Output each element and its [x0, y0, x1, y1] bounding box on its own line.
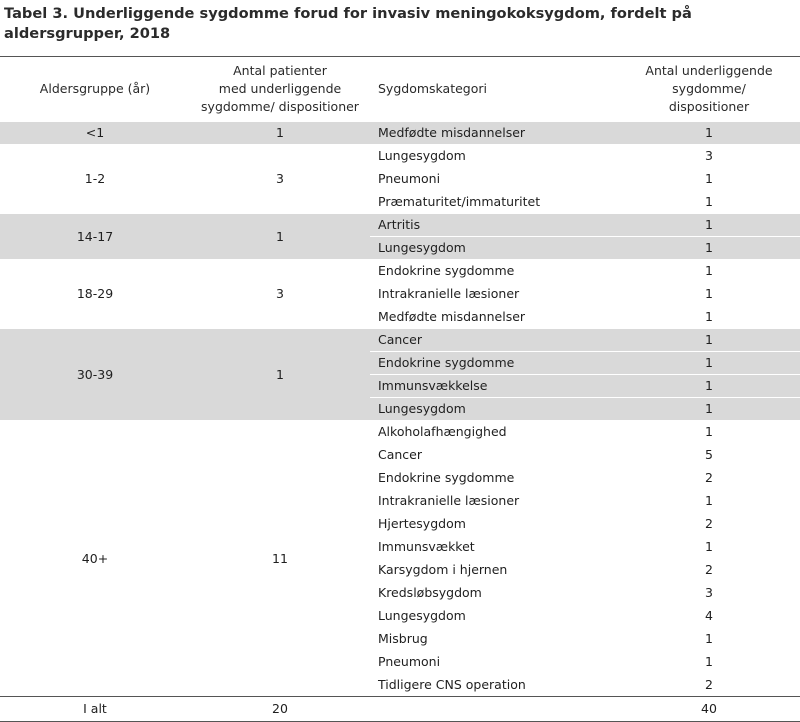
category-cell: Intrakranielle læsioner	[370, 490, 618, 513]
table-row	[0, 329, 800, 352]
age-group-cell: <1	[0, 122, 190, 145]
count-cell: 1	[618, 214, 800, 237]
header-age-group: Aldersgruppe (år)	[39, 81, 151, 96]
patients-cell: 3	[190, 260, 370, 329]
count-cell: 3	[618, 582, 800, 605]
age-group-cell: 14-17	[0, 214, 190, 260]
count-cell: 5	[618, 444, 800, 467]
count-cell: 2	[618, 513, 800, 536]
table-body	[0, 122, 800, 697]
category-cell: Endokrine sygdomme	[370, 467, 618, 490]
category-cell: Præmaturitet/immaturitet	[370, 191, 618, 214]
count-cell: 1	[618, 651, 800, 674]
category-cell: Pneumoni	[370, 651, 618, 674]
count-cell: 2	[618, 467, 800, 490]
count-cell: 1	[618, 191, 800, 214]
table-row	[0, 145, 800, 168]
count-cell: 2	[618, 559, 800, 582]
count-cell: 1	[618, 283, 800, 306]
count-cell: 1	[618, 398, 800, 421]
header-patients-line: med underliggende	[218, 81, 342, 96]
table-title: Tabel 3. Underliggende sygdomme forud for invasiv meningokoksygdom, fordelt på aldersgrupper, 2018	[4, 5, 692, 42]
category-cell: Cancer	[370, 444, 618, 467]
count-cell: 1	[618, 260, 800, 283]
category-cell: Medfødte misdannelser	[370, 306, 618, 329]
table-row	[0, 122, 800, 145]
category-cell: Artritis	[370, 214, 618, 237]
count-cell: 1	[618, 168, 800, 191]
category-cell: Cancer	[370, 329, 618, 352]
age-group-cell: 30-39	[0, 329, 190, 421]
total-spacer	[370, 697, 618, 722]
count-cell: 4	[618, 605, 800, 628]
header-patients-line: sygdomme/ dispositioner	[201, 99, 359, 114]
count-cell: 1	[618, 375, 800, 398]
table-total	[0, 697, 800, 722]
category-cell: Alkoholafhængighed	[370, 421, 618, 444]
count-cell: 1	[618, 536, 800, 559]
count-cell: 2	[618, 674, 800, 697]
total-label: I alt	[0, 697, 190, 722]
disease-table	[0, 56, 800, 722]
category-cell: Immunsvækket	[370, 536, 618, 559]
table-row	[0, 260, 800, 283]
age-group-cell: 18-29	[0, 260, 190, 329]
category-cell: Hjertesygdom	[370, 513, 618, 536]
category-cell: Lungesygdom	[370, 145, 618, 168]
count-cell: 1	[618, 628, 800, 651]
category-cell: Endokrine sygdomme	[370, 352, 618, 375]
category-cell: Tidligere CNS operation	[370, 674, 618, 697]
patients-cell: 3	[190, 145, 370, 214]
category-cell: Lungesygdom	[370, 605, 618, 628]
header-count-line: sygdomme/	[672, 81, 746, 96]
count-cell: 1	[618, 421, 800, 444]
table-row	[0, 214, 800, 237]
count-cell: 1	[618, 237, 800, 260]
total-row	[0, 697, 800, 722]
category-cell: Medfødte misdannelser	[370, 122, 618, 145]
header-count	[618, 57, 800, 122]
age-group-cell: 1-2	[0, 145, 190, 214]
count-cell: 1	[618, 122, 800, 145]
header-patients-line: Antal patienter	[233, 63, 327, 78]
header-patients	[190, 57, 370, 122]
count-cell: 1	[618, 306, 800, 329]
category-cell: Endokrine sygdomme	[370, 260, 618, 283]
category-cell: Kredsløbsygdom	[370, 582, 618, 605]
patients-cell: 1	[190, 122, 370, 145]
total-count: 40	[618, 697, 800, 722]
count-cell: 1	[618, 329, 800, 352]
category-cell: Lungesygdom	[370, 237, 618, 260]
total-patients: 20	[190, 697, 370, 722]
header-category: Sygdomskategori	[378, 81, 488, 96]
count-cell: 3	[618, 145, 800, 168]
count-cell: 1	[618, 490, 800, 513]
age-group-cell: 40+	[0, 421, 190, 697]
table-header	[0, 57, 800, 122]
category-cell: Misbrug	[370, 628, 618, 651]
category-cell: Lungesygdom	[370, 398, 618, 421]
header-count-line: Antal underliggende	[645, 63, 773, 78]
category-cell: Immunsvækkelse	[370, 375, 618, 398]
count-cell: 1	[618, 352, 800, 375]
table-row	[0, 421, 800, 444]
patients-cell: 1	[190, 214, 370, 260]
category-cell: Pneumoni	[370, 168, 618, 191]
patients-cell: 11	[190, 421, 370, 697]
category-cell: Intrakranielle læsioner	[370, 283, 618, 306]
header-count-line: dispositioner	[668, 99, 750, 114]
category-cell: Karsygdom i hjernen	[370, 559, 618, 582]
patients-cell: 1	[190, 329, 370, 421]
